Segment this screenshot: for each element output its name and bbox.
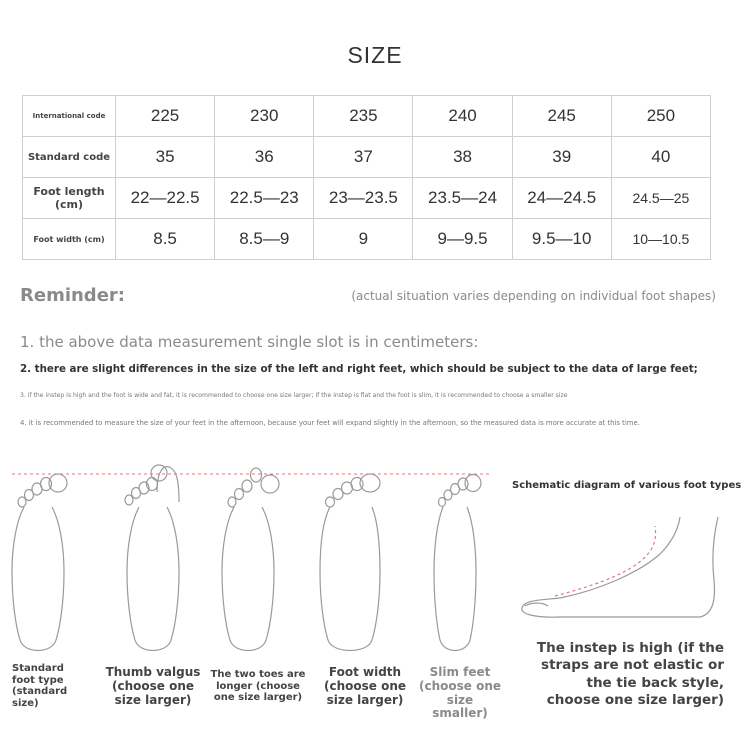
schematic-title: Schematic diagram of various foot types [512,480,742,491]
table-cell: 23.5—24 [413,178,512,219]
high-instep-side-foot-icon [522,517,718,617]
table-row [23,96,711,137]
reminder-item-3: 3. if the instep is high and the foot is wide and fat, it is recommended to choose one size larger; if the instep is flat and the foot is slim, it is recommended to choose a smaller size [20,392,568,399]
table-cell: 23—23.5 [314,178,413,219]
reminder-item-2: 2. there are slight differences in the size of the left and right feet, which should be subject to the data of large feet; [20,363,698,375]
standard-foot-icon [12,474,67,651]
table-cell: 225 [116,96,215,137]
table-cell: 9 [314,219,413,260]
reminder-item-1: 1. the above data measurement single slot is in centimeters: [20,333,479,351]
caption-standard-foot: Standard foot type (standard size) [12,663,68,709]
caption-foot-width: Foot width (choose one size larger) [323,665,406,707]
row-header-standard-code: Standard code [23,137,116,178]
table-cell: 230 [215,96,314,137]
table-cell: 245 [512,96,611,137]
table-row [23,219,711,260]
table-cell: 24—24.5 [512,178,611,219]
caption-high-instep: The instep is high (if the straps are not elastic or the tie back style, choose one size larger) [536,640,724,708]
table-cell: 39 [512,137,611,178]
two-toes-foot-icon [222,468,279,651]
table-cell: 235 [314,96,413,137]
reminder-heading: Reminder: [20,285,125,306]
row-header-foot-length: Foot length (cm) [23,178,116,219]
row-header-international-code: International code [23,96,116,137]
caption-thumb-valgus: Thumb valgus (choose one size larger) [105,665,201,707]
reminder-item-4: 4. it is recommended to measure the size of your feet in the afternoon, because your feet will expand slightly in the afternoon, so the measured data is more accurate at this time. [20,419,640,427]
foot-types-illustration [0,462,750,662]
table-cell: 8.5—9 [215,219,314,260]
table-row [23,178,711,219]
size-table [22,95,711,260]
table-cell: 35 [116,137,215,178]
table-cell: 37 [314,137,413,178]
table-cell: 36 [215,137,314,178]
instep-guide-line [555,526,656,596]
thumb-valgus-foot-icon [125,465,179,651]
table-cell: 240 [413,96,512,137]
table-row [23,137,711,178]
caption-slim-feet: Slim feet (choose one size smaller) [418,665,501,721]
table-cell: 40 [611,137,710,178]
row-header-foot-width: Foot width (cm) [23,219,116,260]
table-cell: 22.5—23 [215,178,314,219]
reminder-note: (actual situation varies depending on individual foot shapes) [351,289,716,303]
table-cell: 10—10.5 [611,219,710,260]
table-cell: 8.5 [116,219,215,260]
wide-foot-icon [320,474,380,651]
table-cell: 22—22.5 [116,178,215,219]
table-cell: 9.5—10 [512,219,611,260]
table-cell: 250 [611,96,710,137]
table-cell: 24.5—25 [611,178,710,219]
caption-two-toes-longer: The two toes are longer (choose one size larger) [210,669,306,703]
page-title: SIZE [347,42,403,68]
table-cell: 38 [413,137,512,178]
table-cell: 9—9.5 [413,219,512,260]
slim-foot-icon [434,475,481,651]
